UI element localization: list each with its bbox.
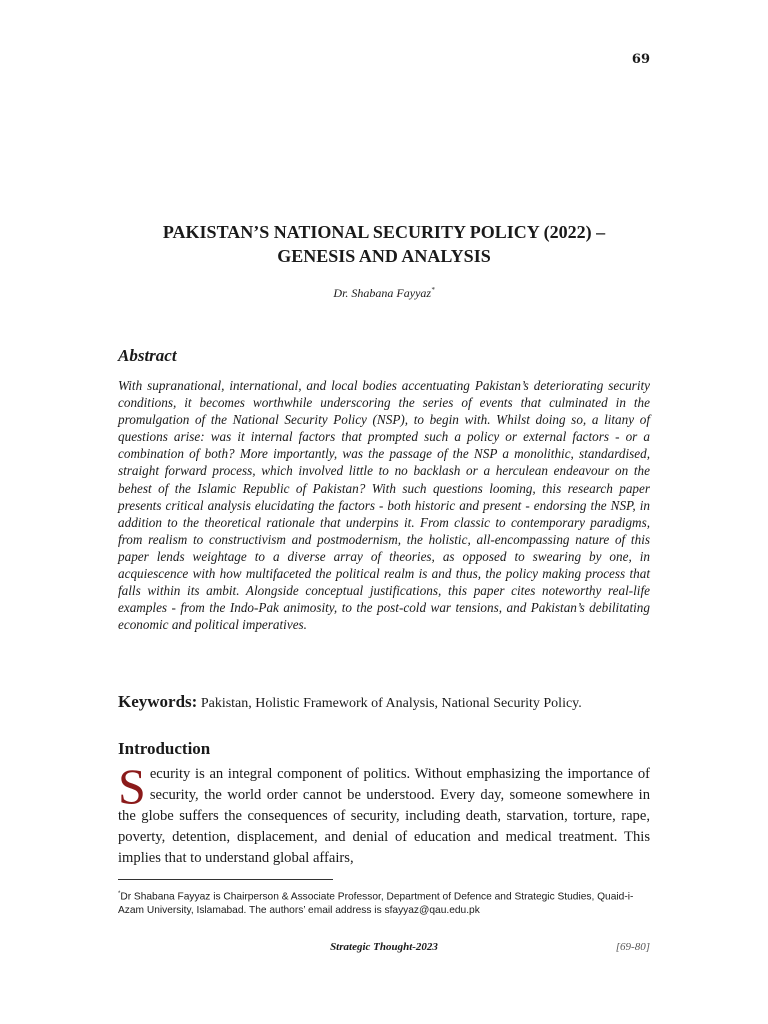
title-line-2: GENESIS AND ANALYSIS bbox=[277, 246, 491, 266]
introduction-heading: Introduction bbox=[118, 739, 211, 758]
abstract-text: With supranational, international, and local bodies accentuating Pakistan’s deteriorating security conditions, it becomes worthwhile underscoring the series of events that culminated in the promulgation of the National Security Policy (NSP), to begin with. Whilst doing so, a litany of questions arise: was it internal factors that prompted such a policy or external factors - or a combination of both? More importantly, was the passage of the NSP a monolithic, standardised, straight forward process, which involved little to no backlash or a herculean endeavour on the behest of the Islamic Republic of Pakistan? With such questions looming, this research paper presents critical analysis elucidating the factors - both historic and present - endorsing the NSP, in addition to the theoretical rationale that underpins it. From classic to contemporary paradigms, from realism to constructivism and postmodernism, the holistic, all-encompassing nature of this paper lends weightage to a diverse array of theories, as opposed to swearing by one, in acquiescence with how multifaceted the political realm is and thus, the policy making process that falls within its ambit. Alongside conceptual justifications, this paper cites noteworthy real-life examples - from the Indo-Pak animosity, to the post-cold war tensions, and Pakistan’s debilitating economic and political imperatives. bbox=[118, 378, 650, 633]
keywords-text: Pakistan, Holistic Framework of Analysis, National Security Policy. bbox=[200, 696, 582, 711]
introduction-text bbox=[118, 758, 650, 869]
footnote bbox=[118, 887, 658, 918]
page-number: 69 bbox=[631, 52, 650, 67]
title-line-1: PAKISTAN’S NATIONAL SECURITY POLICY (2022) – bbox=[162, 222, 606, 242]
keywords-label: Keywords: bbox=[118, 692, 198, 711]
author-name: Dr. Shabana Fayyaz bbox=[333, 286, 432, 300]
article-title bbox=[90, 220, 678, 268]
drop-cap: S bbox=[118, 758, 146, 814]
footnote-divider bbox=[118, 879, 333, 880]
footnote-marker: * bbox=[118, 891, 121, 897]
keywords bbox=[118, 692, 658, 712]
abstract-heading: Abstract bbox=[118, 346, 177, 365]
footer-journal-name: Strategic Thought-2023 bbox=[330, 941, 438, 953]
introduction-paragraph: ecurity is an integral component of politics. Without emphasizing the importance of security, the world order cannot be understood. Every day, someone somewhere in the globe suffers the consequences of security, including death, starvation, torture, rape, poverty, detention, displacement, and denial of education and medical treatment. This implies that to understand global affairs, bbox=[118, 766, 650, 866]
footnote-text: Dr Shabana Fayyaz is Chairperson & Associate Professor, Department of Defence and Strategic Studies, Quaid-i-Azam University, Islamabad. The authors’ email address is sfayyaz@qau.edu.pk bbox=[118, 891, 634, 917]
author-footnote-marker[interactable]: * bbox=[431, 286, 435, 294]
author-byline bbox=[0, 286, 768, 301]
footer-page-range: [69-80] bbox=[615, 941, 650, 953]
